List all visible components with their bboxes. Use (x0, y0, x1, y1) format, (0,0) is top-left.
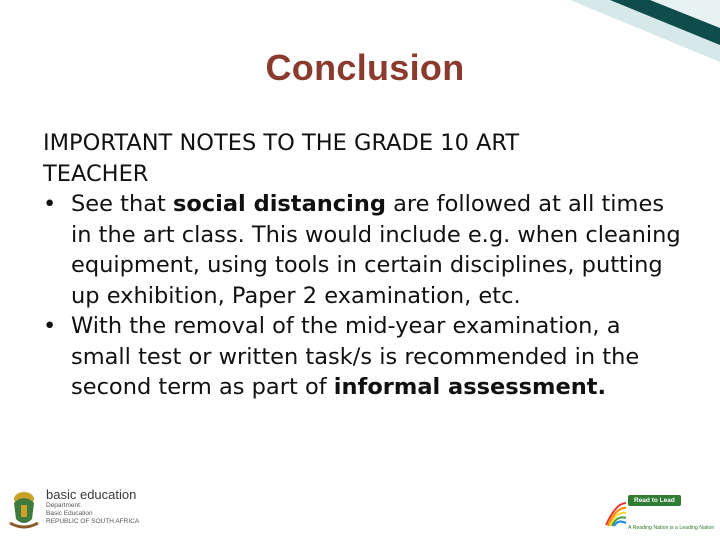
note-text-post: are followed at all times in the art class. This would include e.g. when cleaning equipment, using tools in certain disciplines, putting up exhibition, Paper 2 examination, etc. (71, 191, 681, 309)
notes-heading-line2: TEACHER (43, 160, 149, 187)
dbe-logo-text (46, 487, 139, 526)
dbe-line2: Basic Education (46, 510, 93, 517)
note-text-pre: See that (71, 191, 173, 217)
read-to-lead-logo (604, 495, 716, 539)
dbe-line1: Department: (46, 502, 82, 509)
bullet-icon: • (43, 313, 57, 339)
note-text-bold: social distancing (172, 191, 386, 217)
bullet-icon: • (43, 191, 57, 217)
read-to-lead-label: Read to Lead (628, 495, 681, 506)
dbe-name: basic education (46, 487, 137, 502)
slide-title: Conclusion (265, 47, 465, 88)
note-item (43, 311, 683, 403)
note-text-pre: With the removal of the mid-year examination, a small test or written task/s is recommended in the second term as part of (71, 313, 640, 400)
note-item (43, 189, 683, 311)
dbe-logo (6, 487, 166, 535)
dbe-line3: REPUBLIC OF SOUTH AFRICA (46, 518, 140, 525)
notes-list (43, 189, 683, 403)
book-icon (604, 499, 628, 527)
note-text-bold: informal assessment. (333, 374, 607, 400)
slide-body (43, 128, 683, 403)
notes-heading-line1: IMPORTANT NOTES TO THE GRADE 10 ART (43, 130, 520, 156)
campaign-tagline: A Reading Nation is a Leading Nation (628, 525, 715, 531)
coat-of-arms-icon (6, 489, 42, 531)
notes-heading (43, 128, 683, 189)
